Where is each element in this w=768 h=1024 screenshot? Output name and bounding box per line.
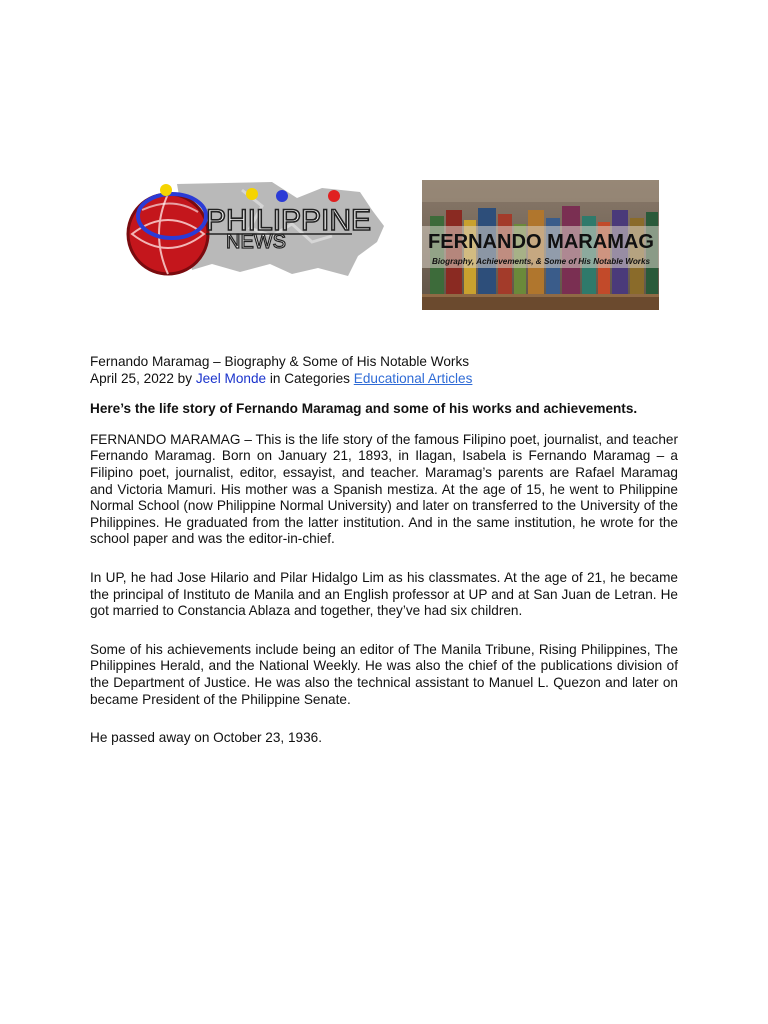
yellow-dot <box>160 184 172 196</box>
logo-text-philippine: PHILIPPINE <box>206 204 372 237</box>
article-paragraph: Some of his achievements include being an editor of The Manila Tribune, Rising Philippines, The Philippines Herald, and the National Weekly. He was also the chief of the publications division of the Department of Justice. He was also the technical assistant to Manuel L. Quezon and later on became President of the Philippine Senate. <box>90 641 678 707</box>
blue-dot <box>276 190 288 202</box>
article-date: April 25, 2022 <box>90 370 174 386</box>
category-link[interactable]: Educational Articles <box>353 370 473 386</box>
philippine-news-logo <box>122 176 394 284</box>
categories-label: in Categories <box>269 370 350 386</box>
byline-by: by <box>177 370 193 386</box>
philippine-news-logo-graphic <box>122 176 394 284</box>
article-lead: Here’s the life story of Fernando Maramag and some of his works and achievements. <box>90 401 638 417</box>
banner-subtitle: Biography, Achievements, & Some of His Notable Works <box>432 257 651 266</box>
article-paragraph: FERNANDO MARAMAG – This is the life story of the famous Filipino poet, journalist, and teacher Fernando Maramag. Born on January 21, 1893, in Ilagan, Isabela is Fernando Maramag – a Filipino poet, journalist, editor, essayist, and teacher. Maramag’s parents are Rafael Maramag and Victoria Mamuri. His mother was a Spanish mestiza. At the age of 15, he went to Philippine Normal School (now Philippine Normal University) and later on transferred to the University of the Philippines. He graduated from the latter institution. And in the same institution, he wrote for the school paper and was the editor-in-chief. <box>90 431 678 547</box>
logo-text-news: NEWS <box>226 231 286 253</box>
banner-title: FERNANDO MARAMAG <box>428 231 654 253</box>
article-paragraph: He passed away on October 23, 1936. <box>90 730 322 746</box>
article-title: Fernando Maramag – Biography & Some of His Notable Works <box>90 354 470 369</box>
article-meta <box>90 371 678 388</box>
article <box>90 354 678 747</box>
yellow-dot <box>246 188 258 200</box>
article-banner-image <box>422 180 659 310</box>
red-dot <box>328 190 340 202</box>
author-link[interactable]: Jeel Monde <box>195 370 267 386</box>
article-paragraph: In UP, he had Jose Hilario and Pilar Hidalgo Lim as his classmates. At the age of 21, he became the principal of Instituto de Manila and an English professor at UP and at San Juan de Letran. He got married to Constancia Ablaza and together, they’ve had six children. <box>90 569 678 619</box>
bookshelf-illustration <box>422 180 659 310</box>
